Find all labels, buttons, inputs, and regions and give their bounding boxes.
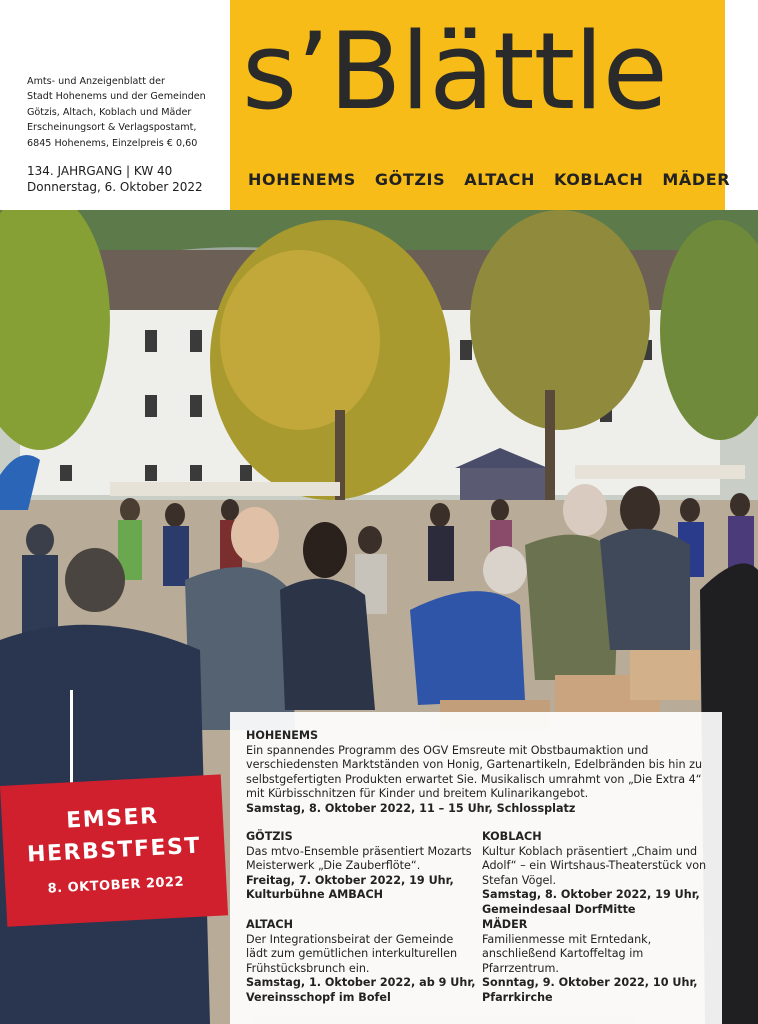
program-title: HOHENEMS (246, 729, 319, 742)
program-when: Samstag, 8. Oktober 2022, 19 Uhr, Gemeindesaal DorfMitte (482, 888, 700, 916)
town-list (248, 170, 730, 189)
program-title: MÄDER (482, 918, 528, 931)
program-text: Kultur Koblach präsentiert „Chaim und Adolf“ – ein Wirtshaus-Theaterstück von Stefan Vögel. (482, 844, 707, 887)
festival-badge (0, 774, 228, 926)
imprint-line: Erscheinungsort & Verlagspostamt, (27, 122, 197, 134)
program-when: Samstag, 1. Oktober 2022, ab 9 Uhr, Vereinsschopf im Bofel (246, 976, 476, 1004)
imprint-line: 6845 Hohenems, Einzelpreis € 0,60 (27, 137, 198, 149)
masthead-title: s’Blättle (242, 10, 667, 133)
program-title: ALTACH (246, 918, 293, 931)
issue-volume: 134. JAHRGANG | KW 40 (27, 164, 173, 178)
program-hohenems (246, 729, 711, 817)
program-title: KOBLACH (482, 830, 542, 843)
imprint-text (27, 74, 227, 151)
program-altach (246, 918, 478, 1006)
program-goetzis (246, 830, 478, 903)
program-panel (230, 712, 722, 1024)
town-goetzis: GÖTZIS (374, 170, 446, 189)
program-title: GÖTZIS (246, 830, 293, 843)
town-maeder: MÄDER (662, 170, 731, 189)
program-text: Familienmesse mit Erntedank, anschließend Kartoffeltag im Pfarrzentrum. (482, 932, 652, 975)
program-when: Freitag, 7. Oktober 2022, 19 Uhr, Kulturbühne AMBACH (246, 873, 454, 902)
issue-info (27, 164, 227, 195)
program-text: Ein spannendes Programm des OGV Emsreute mit Obstbaumaktion und verschiedensten Marktständen von Honig, Gartenartikeln, Edelbränden bis hin zu selbstgefertigten Produkten erwartet Sie. Musikalisch umrahmt von „Die Extra 4“ mit Kürbisschnitzen für Kinder und breitem Kulinarikangebot. (246, 743, 703, 801)
program-maeder (482, 918, 714, 1006)
town-altach: ALTACH (464, 170, 535, 189)
badge-line-1: EMSER (65, 803, 160, 834)
imprint-line: Stadt Hohenems und der Gemeinden (27, 91, 206, 103)
program-when: Samstag, 8. Oktober 2022, 11 – 15 Uhr, Schlossplatz (246, 801, 576, 815)
program-text: Das mtvo-Ensemble präsentiert Mozarts Meisterwerk „Die Zauberflöte“. (246, 844, 472, 873)
town-koblach: KOBLACH (553, 170, 644, 189)
badge-date: 8. OKTOBER 2022 (47, 874, 185, 897)
badge-line-2: HERBSTFEST (26, 833, 202, 868)
program-text: Der Integrationsbeirat der Gemeinde lädt zum gemütlichen interkulturellen Frühstücksbrunch ein. (246, 932, 458, 975)
town-hohenems: HOHENEMS (248, 170, 356, 189)
imprint-line: Götzis, Altach, Koblach und Mäder (27, 106, 192, 118)
program-when: Sonntag, 9. Oktober 2022, 10 Uhr, Pfarrkirche (482, 976, 698, 1004)
masthead (230, 0, 731, 216)
issue-date: Donnerstag, 6. Oktober 2022 (27, 179, 203, 194)
program-koblach (482, 830, 714, 918)
imprint-line: Amts- und Anzeigenblatt der (27, 76, 165, 87)
